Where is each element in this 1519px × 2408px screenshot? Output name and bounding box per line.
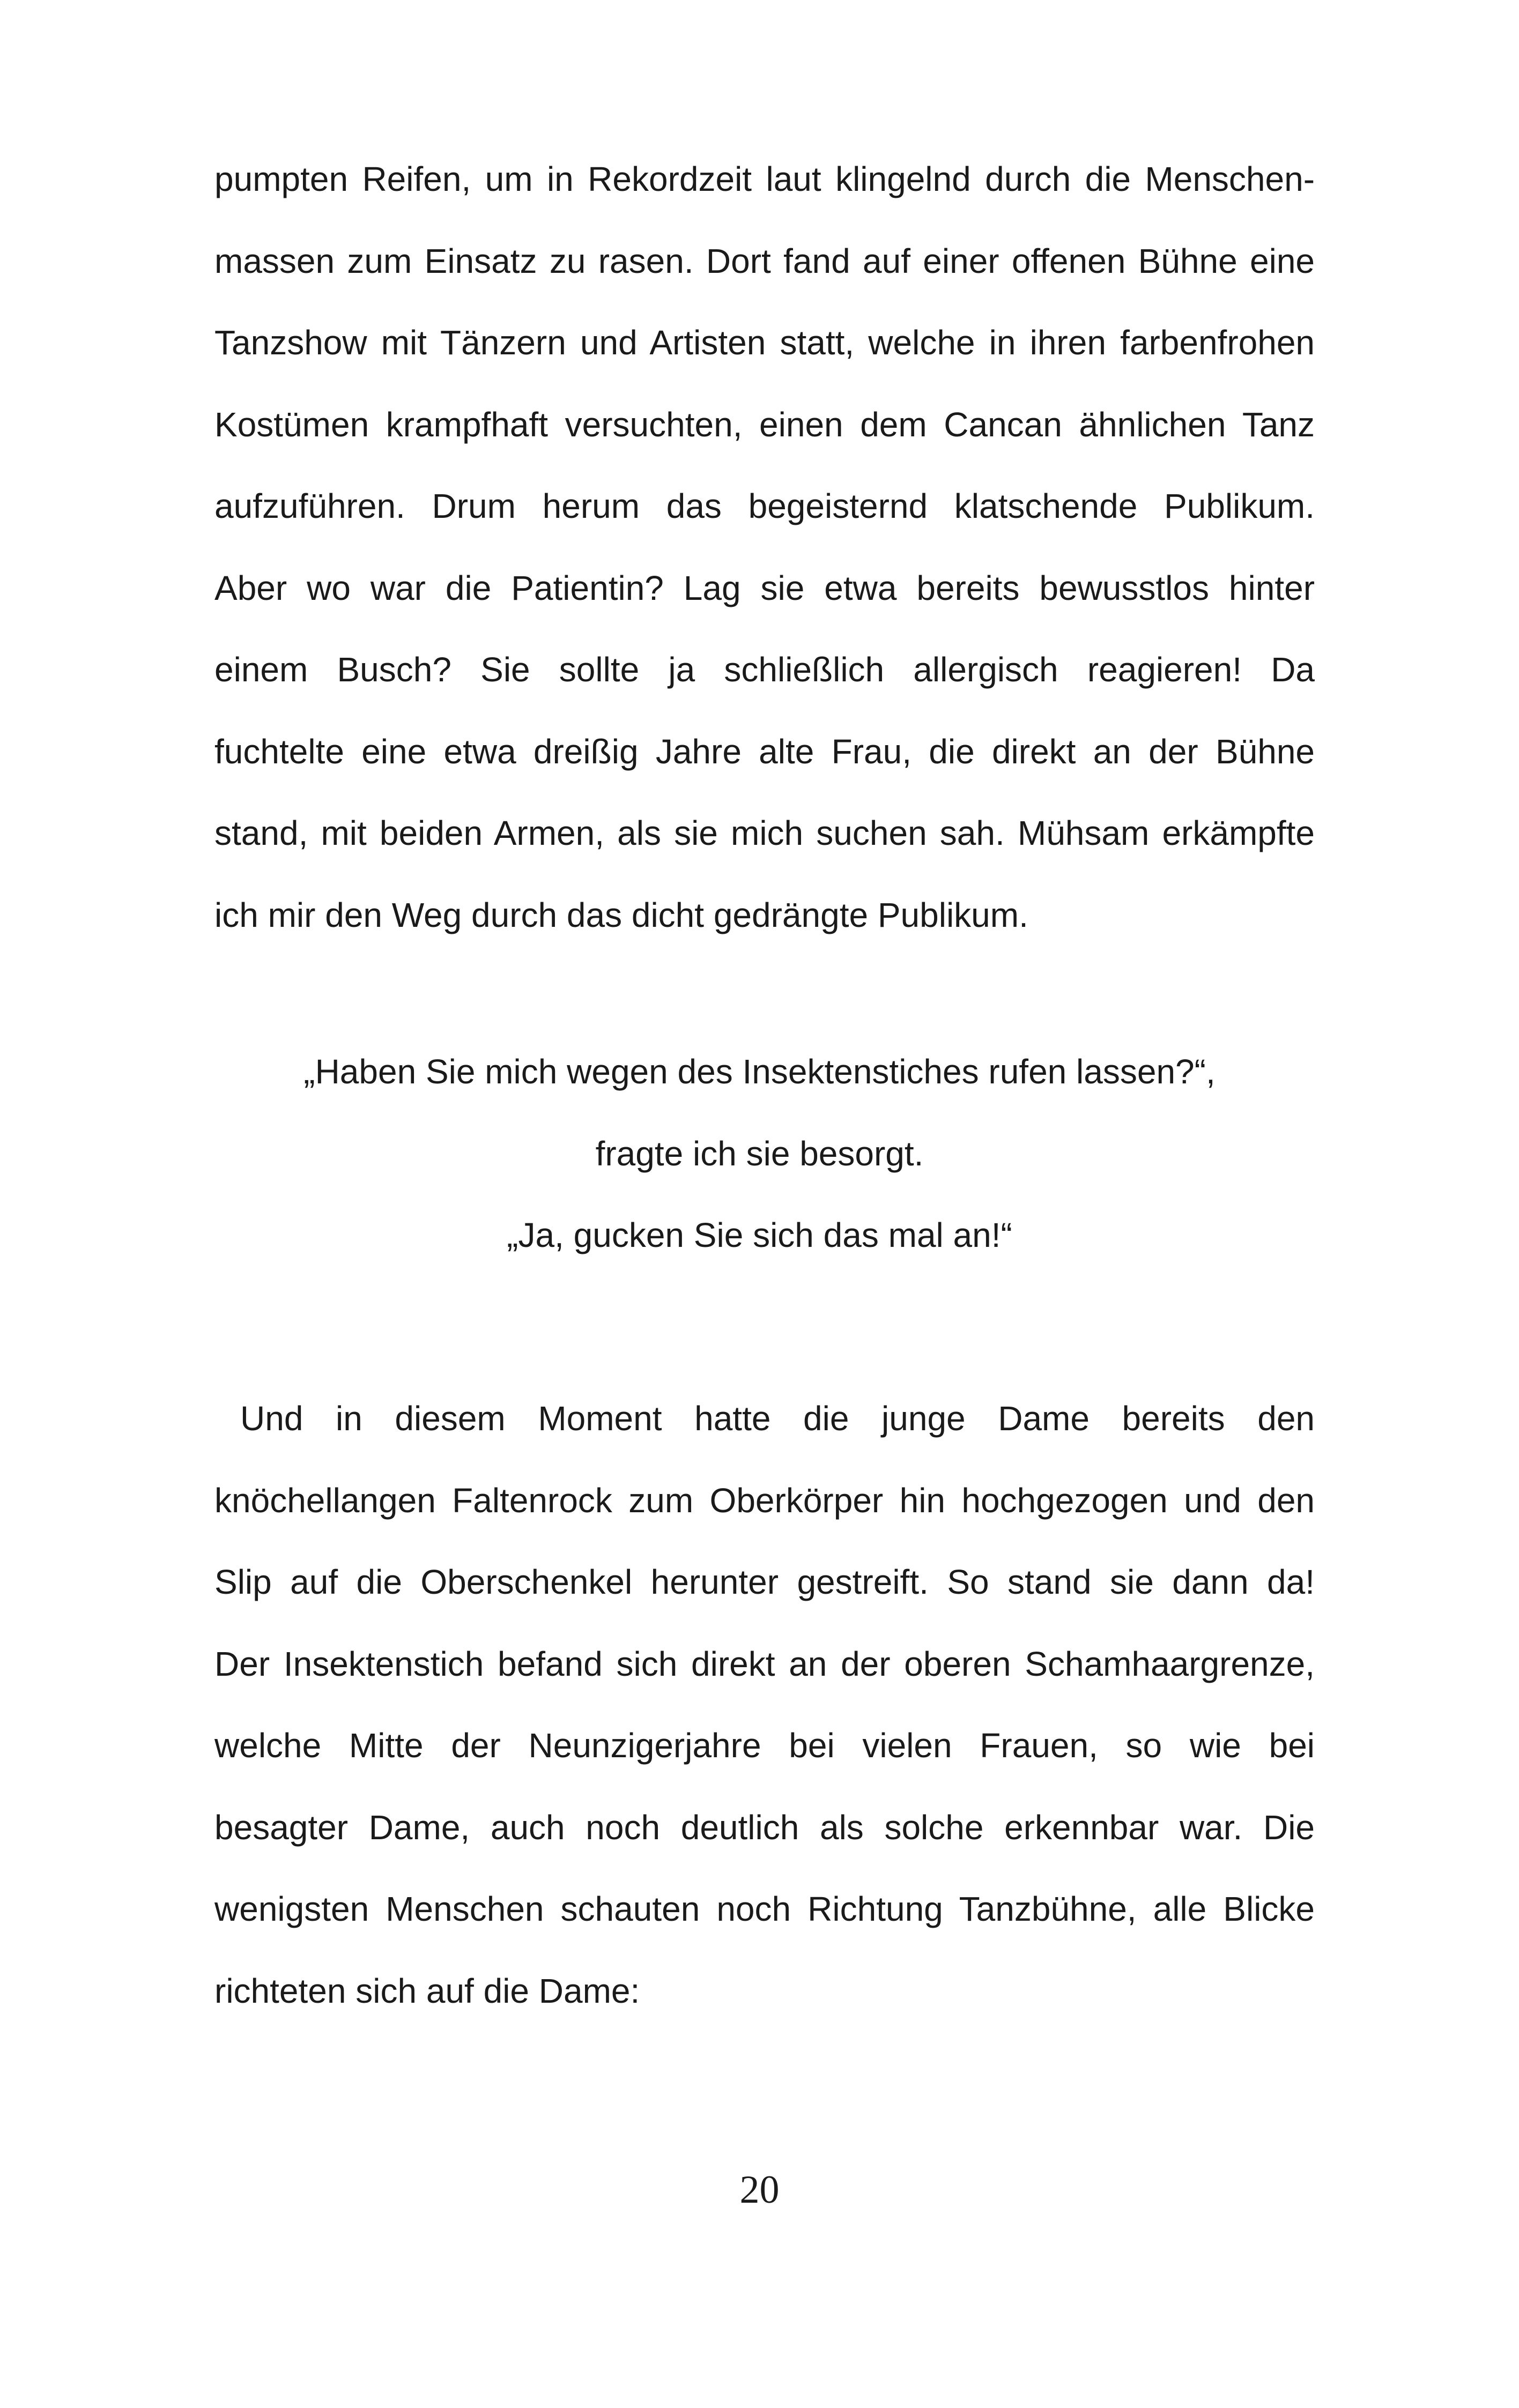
text-line: Und in diesem Moment hatte die junge Dame bereits den — [240, 1399, 1315, 1438]
text-line: Slip auf die Oberschenkel herunter gestreift. So stand sie dann da! — [214, 1563, 1315, 1601]
paragraph-2 — [214, 1378, 1315, 2032]
text-line: Tanzshow mit Tänzern und Artisten statt, welche in ihren farbenfrohen — [214, 323, 1315, 362]
text-line: richteten sich auf die Dame: — [214, 1971, 640, 2010]
dialogue-line: fragte ich sie besorgt. — [595, 1134, 924, 1173]
text-line: wenigsten Menschen schauten noch Richtung Tanzbühne, alle Blicke — [214, 1890, 1315, 1928]
text-line: aufzuführen. Drum herum das begeisternd klatschende Publikum. — [214, 487, 1315, 525]
text-line: Kostümen krampfhaft versuchten, einen dem Cancan ähnlichen Tanz — [214, 405, 1315, 444]
text-line: besagter Dame, auch noch deutlich als solche erkennbar war. Die — [214, 1808, 1315, 1847]
text-line: einem Busch? Sie sollte ja schließlich allergisch reagieren! Da — [214, 650, 1315, 689]
text-line: Aber wo war die Patientin? Lag sie etwa bereits bewusstlos hinter — [214, 568, 1315, 607]
dialogue-block — [0, 1031, 1519, 1276]
text-line: stand, mit beiden Armen, als sie mich suchen sah. Mühsam erkämpfte — [214, 814, 1315, 852]
text-line: fuchtelte eine etwa dreißig Jahre alte Frau, die direkt an der Bühne — [214, 732, 1315, 771]
text-line: Der Insektenstich befand sich direkt an der oberen Schamhaargrenze, — [214, 1644, 1315, 1683]
paragraph-1 — [214, 138, 1315, 956]
text-line: massen zum Einsatz zu rasen. Dort fand auf einer offenen Bühne eine — [214, 241, 1315, 280]
dialogue-line: „Ja, gucken Sie sich das mal an!“ — [507, 1216, 1012, 1254]
text-line: welche Mitte der Neunzigerjahre bei vielen Frauen, so wie bei — [214, 1726, 1315, 1765]
text-line: ich mir den Weg durch das dicht gedrängte Publikum. — [214, 895, 1028, 934]
page-number: 20 — [739, 2168, 780, 2212]
text-line: pumpten Reifen, um in Rekordzeit laut klingelnd durch die Menschen- — [214, 160, 1315, 198]
dialogue-line: „Haben Sie mich wegen des Insektenstiches rufen lassen?“, — [303, 1052, 1216, 1091]
text-line: knöchellangen Faltenrock zum Oberkörper hin hochgezogen und den — [214, 1481, 1315, 1520]
